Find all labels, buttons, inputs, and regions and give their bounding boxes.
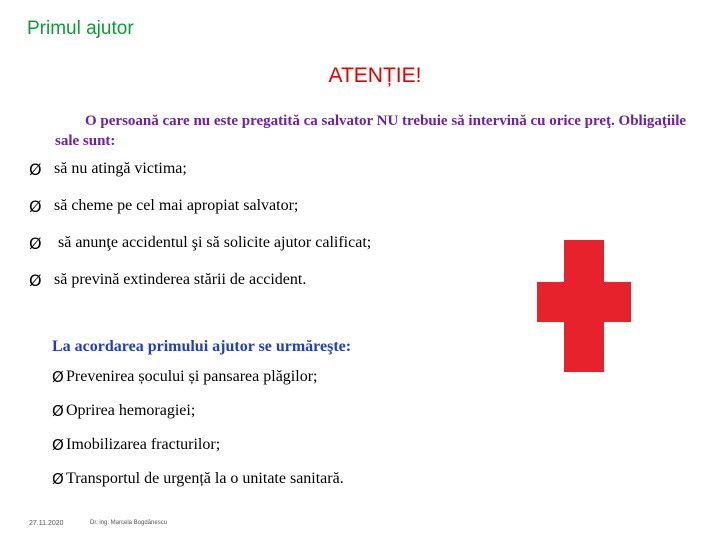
cross-horizontal-bar: [537, 282, 631, 322]
list-item: [52, 402, 344, 436]
footer-author: Dr. ing. Marcela Bogdănescu: [90, 520, 168, 526]
list-item: [52, 368, 344, 402]
warning-text: O persoană care nu este pregatită ca salvator NU trebuie să intervină cu orice preţ. Obligaţiile sale sunt:: [55, 113, 687, 149]
arrow-bullet-icon: Ø: [52, 470, 64, 488]
arrow-bullet-icon: Ø: [29, 271, 42, 290]
actions-list: [52, 368, 344, 504]
list-item: [29, 160, 371, 197]
follow-heading: La acordarea primului ajutor se urmăreşte:: [52, 338, 352, 355]
duties-list: [29, 160, 371, 308]
list-item: [29, 271, 371, 308]
arrow-bullet-icon: Ø: [52, 368, 64, 386]
list-item: [29, 234, 371, 271]
action-text: Imobilizarea fracturilor;: [66, 436, 221, 453]
duty-text: să nu atingă victima;: [54, 160, 187, 177]
footer-date: 27.11.2020: [29, 520, 64, 527]
duty-text: să prevină extinderea stării de accident.: [54, 271, 307, 288]
list-item: [52, 436, 344, 470]
action-text: Prevenirea șocului și pansarea plăgilor;: [66, 368, 318, 385]
arrow-bullet-icon: Ø: [29, 160, 42, 179]
list-item: [52, 470, 344, 504]
arrow-bullet-icon: Ø: [52, 436, 64, 454]
action-text: Transportul de urgență la o unitate sanitară.: [66, 470, 344, 487]
attention-heading: ATENȚIE!: [328, 64, 422, 87]
action-text: Oprirea hemoragiei;: [66, 402, 196, 419]
page-title: Primul ajutor: [27, 18, 134, 39]
duty-text: să anunţe accidentul şi să solicite ajutor calificat;: [54, 234, 372, 251]
duty-text: să cheme pe cel mai apropiat salvator;: [54, 197, 299, 214]
arrow-bullet-icon: Ø: [29, 197, 42, 216]
red-cross-icon: [537, 240, 631, 372]
arrow-bullet-icon: Ø: [29, 234, 42, 253]
list-item: [29, 197, 371, 234]
arrow-bullet-icon: Ø: [52, 402, 64, 420]
